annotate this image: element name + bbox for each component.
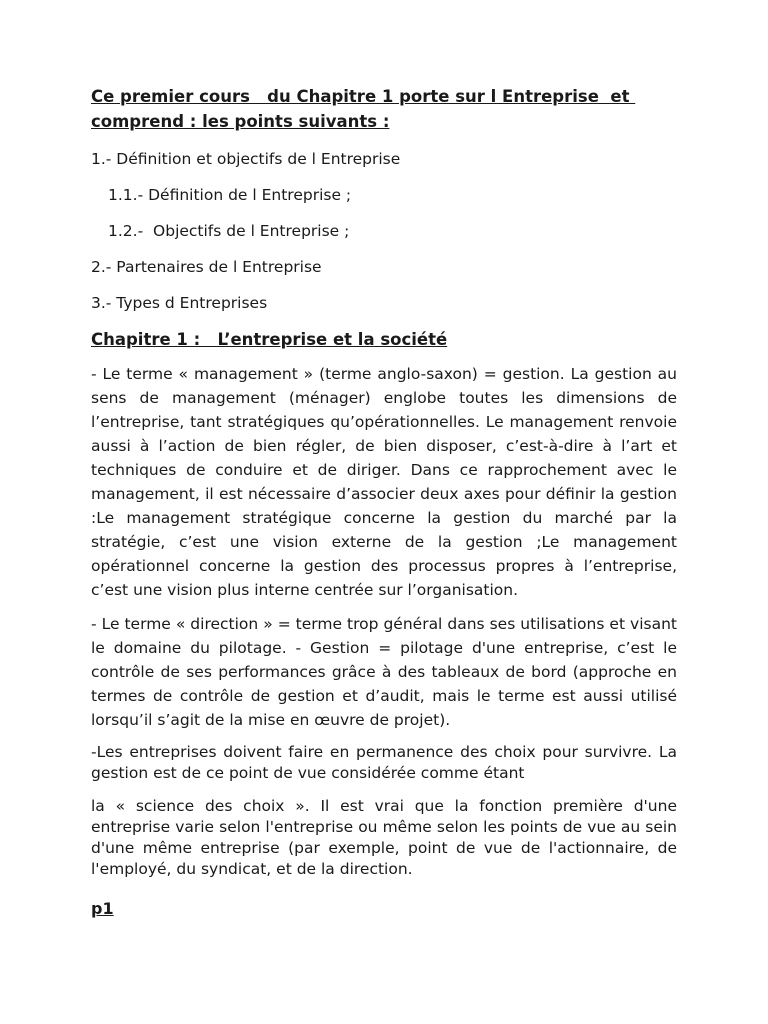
toc-item-2: 2.- Partenaires de l Entreprise bbox=[91, 258, 322, 276]
paragraph-direction: - Le terme « direction » = terme trop général dans ses utilisations et visant le domaine du pilotage. - Gestion = pilotage d'une entreprise, c’est le contrôle de ses performances grâce à des tableaux de bord (approche en termes de contrôle de gestion et d’audit, mais le terme est aussi utilisé lorsqu’il s’agit de la mise en œuvre de projet). bbox=[91, 615, 677, 729]
intro-heading: Ce premier cours du Chapitre 1 porte sur l Entreprise et comprend : les points suivants : bbox=[91, 87, 636, 131]
toc-item-3: 3.- Types d Entreprises bbox=[91, 294, 268, 312]
page-marker: p1 bbox=[91, 899, 114, 918]
toc-item-1: 1.- Définition et objectifs de l Entreprise bbox=[91, 150, 401, 168]
paragraph-science-des-choix: la « science des choix ». Il est vrai que la fonction première d'une entreprise varie selon l'entreprise ou même selon les points de vue au sein d'une même entreprise (par exemple, point de vue de l'actionnaire, de l'employé, du syndicat, et de la direction. bbox=[91, 797, 677, 878]
document-page bbox=[91, 84, 677, 920]
chapter-title: Chapitre 1 : L’entreprise et la société bbox=[91, 330, 448, 349]
paragraph-management: - Le terme « management » (terme anglo-saxon) = gestion. La gestion au sens de management (ménager) englobe toutes les dimensions de l’entreprise, tant stratégiques qu’opérationnelles. Le management renvoie aussi à l’action de bien régler, de bien disposer, c’est-à-dire à l’art et techniques de conduire et de diriger. Dans ce rapprochement avec le management, il est nécessaire d’associer deux axes pour définir la gestion :Le management stratégique concerne la gestion du marché par la stratégie, c’est une vision externe de la gestion ;Le management opérationnel concerne la gestion des processus propres à l’entreprise, c’est une vision plus interne centrée sur l’organisation. bbox=[91, 365, 677, 599]
paragraph-choix: -Les entreprises doivent faire en permanence des choix pour survivre. La gestion est de ce point de vue considérée comme étant bbox=[91, 743, 677, 782]
toc-item-1-1: 1.1.- Définition de l Entreprise ; bbox=[108, 186, 352, 204]
toc-item-1-2: 1.2.- Objectifs de l Entreprise ; bbox=[108, 222, 350, 240]
